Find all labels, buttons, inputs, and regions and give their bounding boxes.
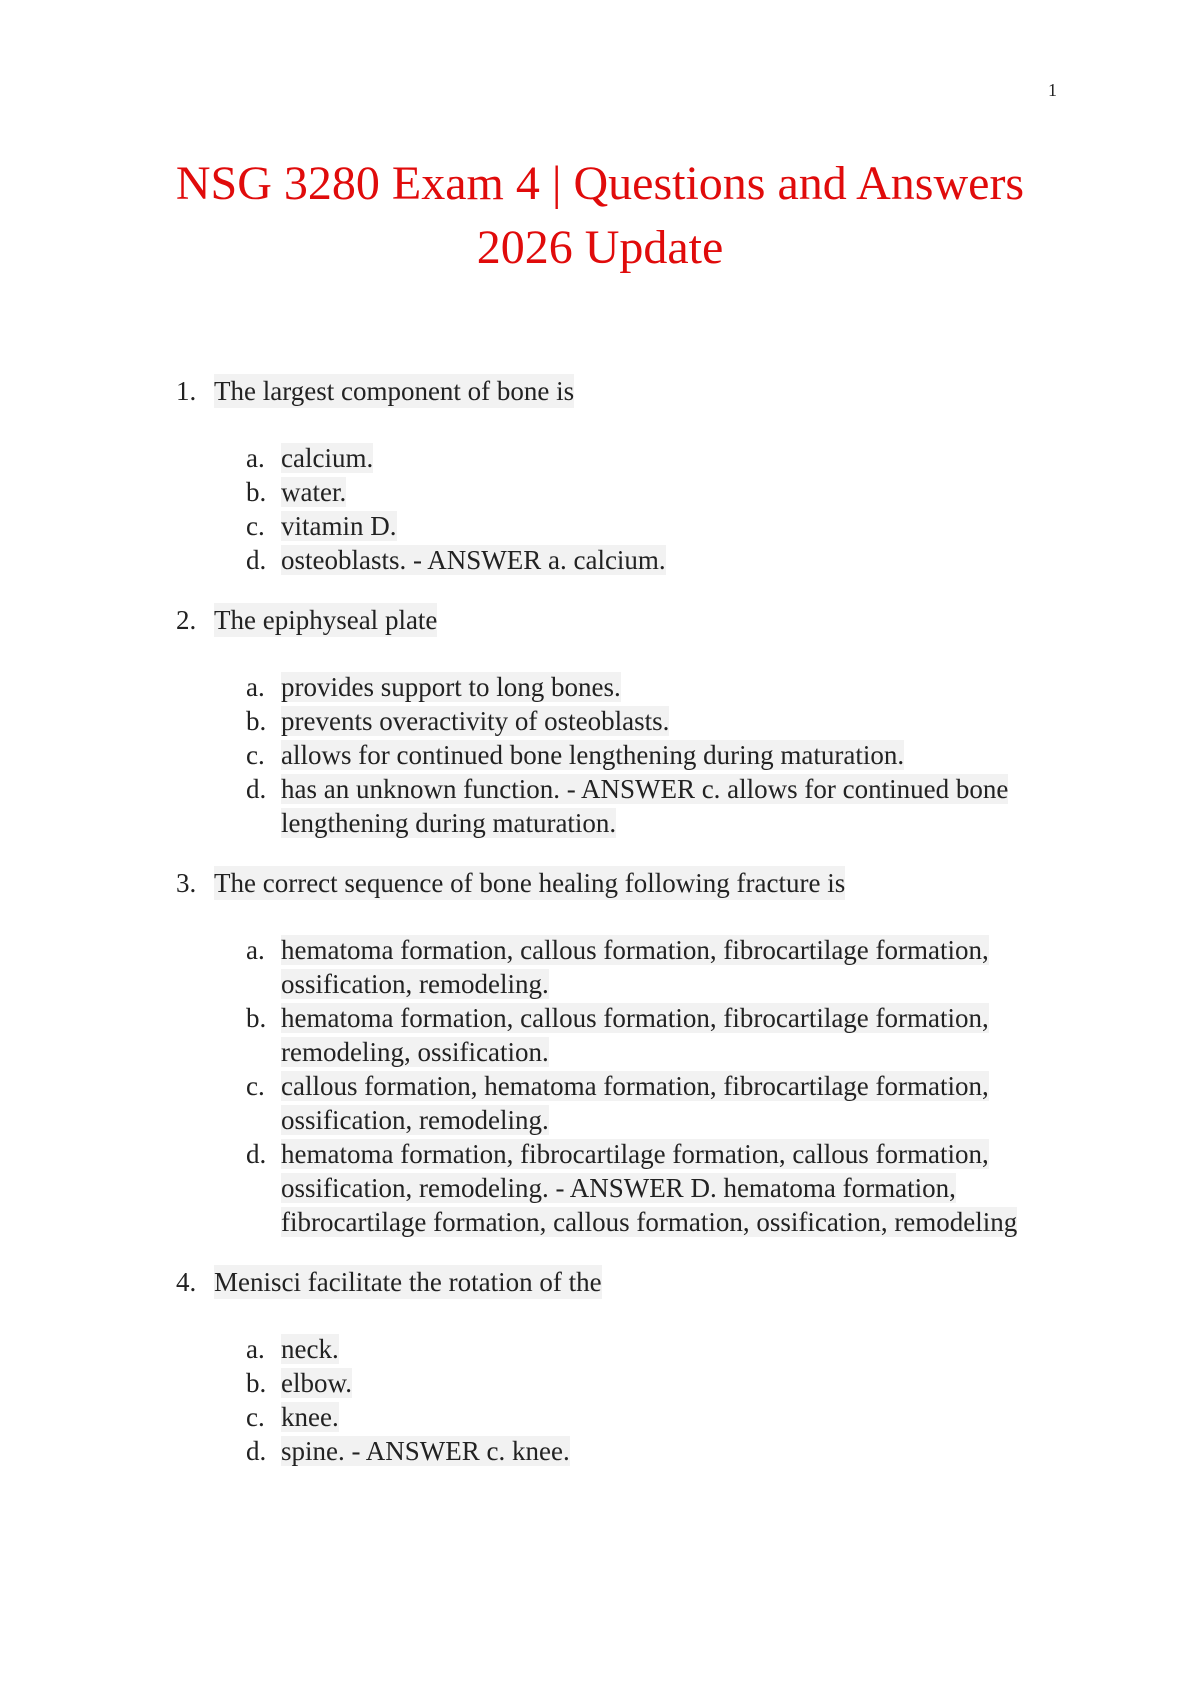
option-text: osteoblasts. - ANSWER a. calcium.: [281, 545, 666, 575]
option-letter: d.: [246, 774, 267, 804]
option-text: provides support to long bones.: [281, 672, 621, 702]
option-d: [246, 1137, 1046, 1239]
option-letter: d.: [246, 545, 267, 575]
title-line-2: 2026 Update: [476, 221, 724, 274]
question-stem: The epiphyseal plate: [214, 605, 438, 635]
question-stem: The correct sequence of bone healing following fracture is: [214, 868, 846, 898]
option-b: [246, 475, 1046, 509]
option-b: [246, 704, 1046, 738]
question-3: [176, 866, 1046, 1239]
option-a: [246, 670, 1046, 704]
option-c: [246, 509, 1046, 543]
option-letter: a.: [246, 672, 265, 702]
title-line-1: NSG 3280 Exam 4 | Questions and Answers: [175, 157, 1025, 210]
option-letter: c.: [246, 511, 265, 541]
question-number: 1.: [176, 376, 197, 406]
option-text: hematoma formation, callous formation, fibrocartilage formation, remodeling, ossification.: [281, 1003, 989, 1067]
option-text: hematoma formation, callous formation, fibrocartilage formation, ossification, remodeling.: [281, 935, 989, 999]
option-text: hematoma formation, fibrocartilage formation, callous formation, ossification, remodeling. - ANSWER D. hematoma formation, fibrocartilage formation, callous formation, ossification, remodeling: [281, 1139, 1018, 1237]
document-title: [120, 152, 1080, 280]
option-letter: b.: [246, 1368, 267, 1398]
option-letter: b.: [246, 477, 267, 507]
question-2: [176, 603, 1046, 840]
question-1: [176, 374, 1046, 577]
option-c: [246, 1400, 1046, 1434]
option-text: vitamin D.: [281, 511, 397, 541]
option-letter: c.: [246, 740, 265, 770]
option-letter: b.: [246, 1003, 267, 1033]
question-number: 3.: [176, 868, 197, 898]
option-d: [246, 543, 1046, 577]
option-letter: b.: [246, 706, 267, 736]
option-letter: d.: [246, 1139, 267, 1169]
option-a: [246, 933, 1046, 1001]
option-text: allows for continued bone lengthening during maturation.: [281, 740, 905, 770]
question-stem: Menisci facilitate the rotation of the: [214, 1267, 602, 1297]
option-b: [246, 1366, 1046, 1400]
option-letter: d.: [246, 1436, 267, 1466]
option-text: callous formation, hematoma formation, fibrocartilage formation, ossification, remodeling.: [281, 1071, 989, 1135]
option-text: prevents overactivity of osteoblasts.: [281, 706, 670, 736]
option-list: [246, 1332, 1046, 1468]
option-list: [246, 670, 1046, 840]
option-text: water.: [281, 477, 347, 507]
option-list: [246, 441, 1046, 577]
option-text: calcium.: [281, 443, 374, 473]
option-text: knee.: [281, 1402, 339, 1432]
question-number: 4.: [176, 1267, 197, 1297]
option-letter: a.: [246, 935, 265, 965]
option-letter: a.: [246, 1334, 265, 1364]
question-number: 2.: [176, 605, 197, 635]
page-number: 1: [1048, 80, 1057, 100]
option-text: spine. - ANSWER c. knee.: [281, 1436, 570, 1466]
option-list: [246, 933, 1046, 1239]
option-letter: c.: [246, 1071, 265, 1101]
option-text: has an unknown function. - ANSWER c. allows for continued bone lengthening during maturation.: [281, 774, 1009, 838]
option-text: elbow.: [281, 1368, 352, 1398]
option-letter: c.: [246, 1402, 265, 1432]
option-b: [246, 1001, 1046, 1069]
option-text: neck.: [281, 1334, 339, 1364]
option-a: [246, 441, 1046, 475]
question-stem: The largest component of bone is: [214, 376, 575, 406]
option-d: [246, 1434, 1046, 1468]
option-c: [246, 738, 1046, 772]
question-list: [176, 374, 1046, 1494]
option-d: [246, 772, 1046, 840]
question-4: [176, 1265, 1046, 1468]
option-a: [246, 1332, 1046, 1366]
option-c: [246, 1069, 1046, 1137]
option-letter: a.: [246, 443, 265, 473]
